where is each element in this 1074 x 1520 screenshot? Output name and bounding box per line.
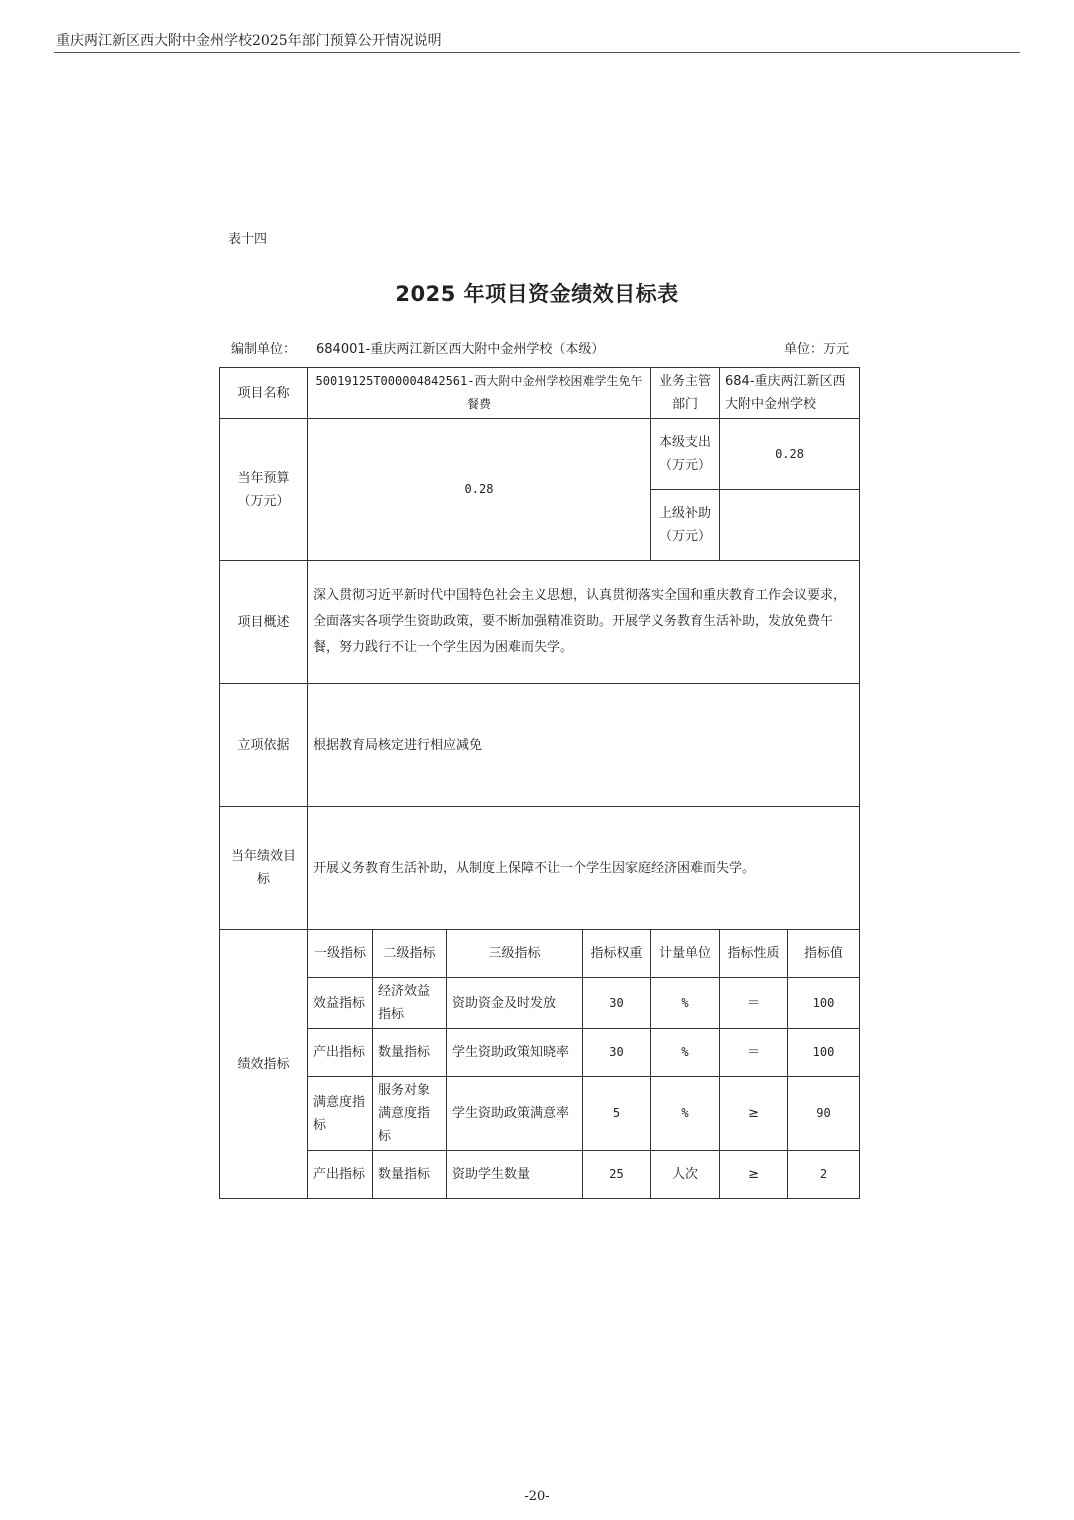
indicator-unit: %: [651, 1077, 720, 1151]
indicator-nature: ＝: [720, 1029, 788, 1077]
goal-label: 当年绩效目标: [220, 807, 308, 930]
header-level1: 一级指标: [308, 930, 373, 978]
running-header: 重庆两江新区西大附中金州学校2025年部门预算公开情况说明: [56, 33, 442, 49]
header-weight: 指标权重: [583, 930, 651, 978]
local-expense-value: 0.28: [720, 419, 860, 490]
indicator-nature: ≥: [720, 1077, 788, 1151]
indicator-value: 100: [788, 1029, 860, 1077]
document-title: 2025 年项目资金绩效目标表: [395, 282, 679, 306]
indicator-level3: 资助资金及时发放: [447, 978, 583, 1029]
header-level3: 三级指标: [447, 930, 583, 978]
page-number: -20-: [524, 1489, 550, 1504]
indicator-weight: 25: [583, 1151, 651, 1199]
unit-value: 684001-重庆两江新区西大附中金州学校（本级）: [316, 342, 605, 357]
indicator-row: [220, 978, 860, 1029]
indicator-weight: 5: [583, 1077, 651, 1151]
upper-subsidy-value: [720, 490, 860, 561]
performance-table: [219, 367, 860, 1199]
indicator-level2: 数量指标: [373, 1151, 447, 1199]
indicator-value: 2: [788, 1151, 860, 1199]
header-value: 指标值: [788, 930, 860, 978]
header-nature: 指标性质: [720, 930, 788, 978]
indicator-level1: 产出指标: [308, 1029, 373, 1077]
header-level2: 二级指标: [373, 930, 447, 978]
table-number: 表十四: [228, 232, 268, 247]
indicator-unit: 人次: [651, 1151, 720, 1199]
indicator-level1: 产出指标: [308, 1151, 373, 1199]
indicator-row: [220, 1151, 860, 1199]
indicator-level1: 满意度指标: [308, 1077, 373, 1151]
overview-label: 项目概述: [220, 561, 308, 684]
indicator-level2: 服务对象满意度指标: [373, 1077, 447, 1151]
overview-value: 深入贯彻习近平新时代中国特色社会主义思想，认真贯彻落实全国和重庆教育工作会议要求，全面落实各项学生资助政策，要不断加强精准资助。开展学义务教育生活补助，发放免费午餐，努力践行不让一个学生因为困难而失学。: [308, 561, 860, 684]
basis-label: 立项依据: [220, 684, 308, 807]
indicator-level2: 经济效益指标: [373, 978, 447, 1029]
header-rule: [54, 52, 1020, 53]
header-unit: 计量单位: [651, 930, 720, 978]
indicator-unit: %: [651, 978, 720, 1029]
indicator-row: [220, 1029, 860, 1077]
indicator-value: 100: [788, 978, 860, 1029]
budget-label: 当年预算（万元）: [220, 419, 308, 561]
project-name-value: 50019125T000004842561-西大附中金州学校困难学生免午餐费: [308, 368, 651, 419]
indicator-row: [220, 1077, 860, 1151]
goal-value: 开展义务教育生活补助，从制度上保障不让一个学生因家庭经济困难而失学。: [308, 807, 860, 930]
budget-value: 0.28: [308, 419, 651, 561]
indicator-nature: ≥: [720, 1151, 788, 1199]
indicator-weight: 30: [583, 978, 651, 1029]
indicators-label: 绩效指标: [220, 930, 308, 1199]
upper-subsidy-label: 上级补助（万元）: [651, 490, 720, 561]
unit-label: 编制单位：: [231, 342, 297, 357]
dept-label: 业务主管部门: [651, 368, 720, 419]
project-name-label: 项目名称: [220, 368, 308, 419]
indicator-value: 90: [788, 1077, 860, 1151]
indicator-level2: 数量指标: [373, 1029, 447, 1077]
dept-value: 684-重庆两江新区西大附中金州学校: [720, 368, 860, 419]
local-expense-label: 本级支出（万元）: [651, 419, 720, 490]
indicator-level3: 学生资助政策满意率: [447, 1077, 583, 1151]
currency-label: 单位：万元: [784, 342, 850, 357]
indicator-level1: 效益指标: [308, 978, 373, 1029]
indicator-weight: 30: [583, 1029, 651, 1077]
indicator-nature: ＝: [720, 978, 788, 1029]
indicator-unit: %: [651, 1029, 720, 1077]
indicator-level3: 学生资助政策知晓率: [447, 1029, 583, 1077]
basis-value: 根据教育局核定进行相应减免: [308, 684, 860, 807]
indicator-level3: 资助学生数量: [447, 1151, 583, 1199]
